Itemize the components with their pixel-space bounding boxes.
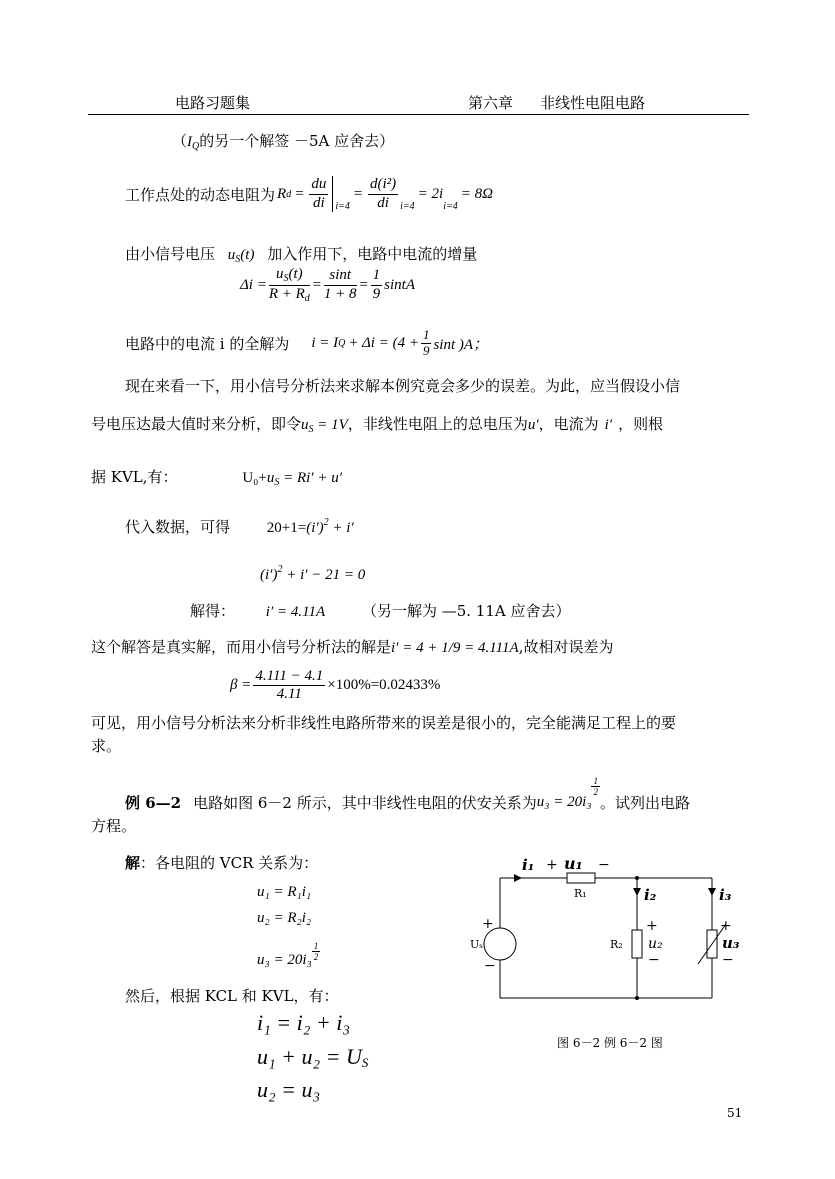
label-minus-top: −	[598, 857, 610, 873]
kvl-equation-1: $u_1 + u_2 = U_S$	[257, 1044, 369, 1070]
label-r2: R₂	[610, 938, 623, 951]
delta-i-equation: Δi = $\frac{u_S(t)}{R + R_d}$ = $\frac{\sin t}{1 + 8}$ = $\frac{1}{9}$ sintA	[240, 266, 416, 304]
solution-intro: 解：各电阻的 VCR 关系为：	[125, 854, 319, 872]
label-i3: i₃	[719, 886, 732, 904]
kvl-equation-2: u₂ = u₃	[257, 1077, 321, 1102]
vcr-eq-3: u₃ = 20i₃ $\frac{1}{2}$	[257, 940, 319, 968]
label-u3-minus: −	[722, 952, 734, 968]
label-u2-plus: +	[646, 918, 658, 934]
label-i2: i₂	[644, 886, 657, 904]
page-number: 51	[727, 1106, 743, 1120]
vcr-eq-2: u₂ = R₂i₂	[257, 910, 312, 926]
note-iq: （$I_Q$的另一个解签 －5A 应舍去）	[172, 132, 395, 152]
header-rule	[88, 114, 749, 115]
arrow-i2-icon	[633, 888, 641, 896]
voltage-source-us	[484, 928, 516, 960]
header-chapter: 第六章	[468, 94, 514, 112]
paragraph-line-1: 现在来看一下，用小信号分析法来求解本例究竟会多少的误差。为此，应当假设小信	[125, 377, 681, 395]
label-us-plus: +	[482, 916, 494, 932]
label-i1: i₁	[522, 856, 535, 874]
label-u3: u₃	[722, 934, 740, 952]
label-u1: u₁	[564, 854, 583, 873]
quadratic-equation: $(i')^2 + i' - 21 = 0$	[260, 564, 366, 583]
label-r1: R₁	[574, 887, 587, 900]
kcl-kvl-text: 然后，根据 KCL 和 KVL，有：	[125, 987, 339, 1005]
example-label: 例 6—2	[125, 794, 182, 812]
figure-caption: 图 6－2 例 6－2 图	[557, 1036, 663, 1050]
label-us-minus: −	[484, 958, 496, 974]
conclusion-line-1: 可见，用小信号分析法来分析非线性电路所带来的误差是很小的，完全能满足工程上的要	[91, 714, 677, 732]
paragraph-line-2: 号电压达最大值时来分析，即令$u_S = 1V$，非线性电阻上的总电压为u′，电流为 i′ ，则根	[91, 415, 664, 435]
conclusion-line-2: 求。	[91, 737, 122, 755]
header-chapter-title: 非线性电阻电路	[540, 94, 646, 112]
label-u3-plus: +	[720, 918, 732, 934]
real-solution-line: 这个解答是真实解，而用小信号分析法的解是i′ = 4 + 1/9 = 4.111A,故相对误差为	[91, 638, 614, 656]
example-6-2-line: 例 6—2 电路如图 6－2 所示，其中非线性电阻的伏安关系为 u₃ = 20i₃ $\frac{1}{2}$ 。试列出电路	[125, 776, 690, 812]
solve-line: 解得： i′ = 4.11A （另一解为 —5. 11A 应舍去）	[190, 602, 571, 620]
resistor-r2	[632, 930, 642, 958]
label-plus-top: +	[546, 857, 558, 873]
header-book-title: 电路习题集	[175, 94, 251, 112]
relative-error-equation: β = $\frac{4.111 - 4.1}{4.11}$ ×100%=0.02433%	[230, 668, 441, 703]
circuit-diagram	[470, 850, 750, 1010]
arrow-i1-icon	[514, 874, 522, 882]
arrow-i3-icon	[708, 888, 716, 896]
vcr-eq-1: u₁ = R₁i₁	[257, 884, 312, 900]
kcl-equation: i₁ = i₂ + i₃	[257, 1010, 350, 1035]
substitute-line: 代入数据，可得 $20+1=(i')^2 + i'$	[125, 517, 354, 536]
kvl-line: 据 KVL,有： $U_0+u_S = Ri' + u'$	[91, 468, 342, 488]
label-u2: u₂	[648, 936, 663, 952]
dynamic-resistance-line: 工作点处的动态电阻为 R d = $\frac{du}{di}$ i=4 = $\frac{\text{d(i²)}}{di}$ i=4 = 2i i=4 = 8Ω	[125, 176, 493, 212]
resistor-r1	[567, 873, 595, 883]
full-solution-line: 电路中的电流 i 的全解为 i = I Q + Δi = (4 + $\frac{1}{9}$ sint )A；	[125, 327, 489, 358]
example-line-2: 方程。	[91, 817, 137, 835]
small-signal-line: 由小信号电压 $u_S(t)$ 加入作用下，电路中电流的增量	[125, 245, 478, 265]
label-us: Uₛ	[470, 938, 483, 951]
label-u2-minus: −	[648, 952, 660, 968]
